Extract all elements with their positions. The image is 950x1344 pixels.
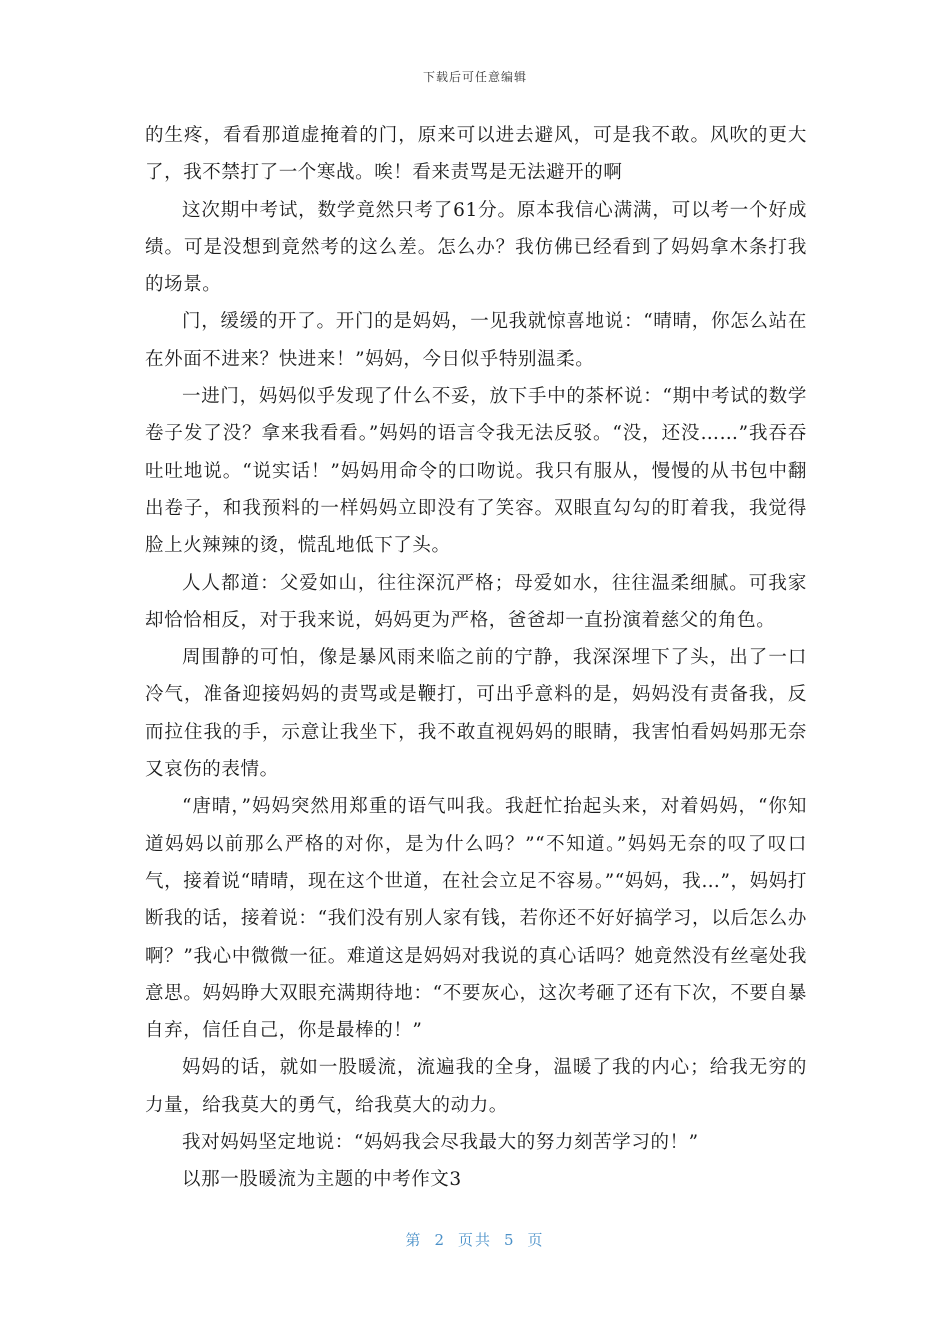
section-heading: 以那一股暖流为主题的中考作文3 (182, 1169, 462, 1191)
page-footer (0, 1229, 950, 1250)
document-body (145, 117, 807, 1199)
footer-suffix: 页 (527, 1231, 545, 1249)
paragraph: 周围静的可怕，像是暴风雨来临之前的宁静，我深深埋下了头，出了一口冷气，准备迎接妈妈的责骂或是鞭打，可出乎意料的是，妈妈没有责备我，反而拉住我的手，示意让我坐下，我不敢直视妈妈的眼睛，我害怕看妈妈那无奈又哀伤的表情。 (145, 647, 807, 781)
paragraph: 妈妈的话，就如一股暖流，流遍我的全身，温暖了我的内心；给我无穷的力量，给我莫大的勇气，给我莫大的动力。 (145, 1057, 807, 1116)
paragraph: 的生疼，看看那道虚掩着的门，原来可以进去避风，可是我不敢。风吹的更大了，我不禁打了一个寒战。唉！看来责骂是无法避开的啊 (145, 125, 807, 184)
paragraph: 一进门，妈妈似乎发现了什么不妥，放下手中的茶杯说：“期中考试的数学卷子发了没？拿来我看看。”妈妈的语言令我无法反驳。“没，还没……”我吞吞吐吐地说。“说实话！”妈妈用命令的口吻说。我只有服从，慢慢的从书包中翻出卷子，和我预料的一样妈妈立即没有了笑容。双眼直勾勾的盯着我，我觉得脸上火辣辣的烫，慌乱地低下了头。 (145, 386, 807, 557)
total-page-number: 5 (504, 1231, 516, 1249)
paragraph: 我对妈妈坚定地说：“妈妈我会尽我最大的努力刻苦学习的！” (182, 1132, 699, 1154)
page-header: 下载后可任意编辑 (422, 70, 527, 84)
paragraph: 这次期中考试，数学竟然只考了61分。原本我信心满满，可以考一个好成绩。可是没想到竟然考的这么差。怎么办？我仿佛已经看到了妈妈拿木条打我的场景。 (145, 199, 807, 296)
paragraph: “唐晴，”妈妈突然用郑重的语气叫我。我赶忙抬起头来，对着妈妈，“你知道妈妈以前那么严格的对你，是为什么吗？”“不知道。”妈妈无奈的叹了叹口气，接着说“晴晴，现在这个世道，在社会立足不容易。”“妈妈，我…”，妈妈打断我的话，接着说：“我们没有别人家有钱，若你还不好好搞学习，以后怎么办啊？”我心中微微一征。难道这是妈妈对我说的真心话吗？她竟然没有丝毫处我意思。妈妈睁大双眼充满期待地：“不要灰心，这次考砸了还有下次，不要自暴自弃，信任自己，你是最棒的！” (145, 796, 807, 1042)
footer-prefix: 第 (405, 1231, 423, 1249)
footer-middle: 页共 (457, 1231, 492, 1249)
paragraph: 人人都道：父爱如山，往往深沉严格；母爱如水，往往温柔细腻。可我家却恰恰相反，对于我来说，妈妈更为严格，爸爸却一直扮演着慈父的角色。 (145, 572, 807, 631)
paragraph: 门，缓缓的开了。开门的是妈妈，一见我就惊喜地说：“晴晴，你怎么站在在外面不进来？快进来！”妈妈，今日似乎特别温柔。 (145, 311, 807, 370)
current-page-number: 2 (434, 1231, 446, 1249)
